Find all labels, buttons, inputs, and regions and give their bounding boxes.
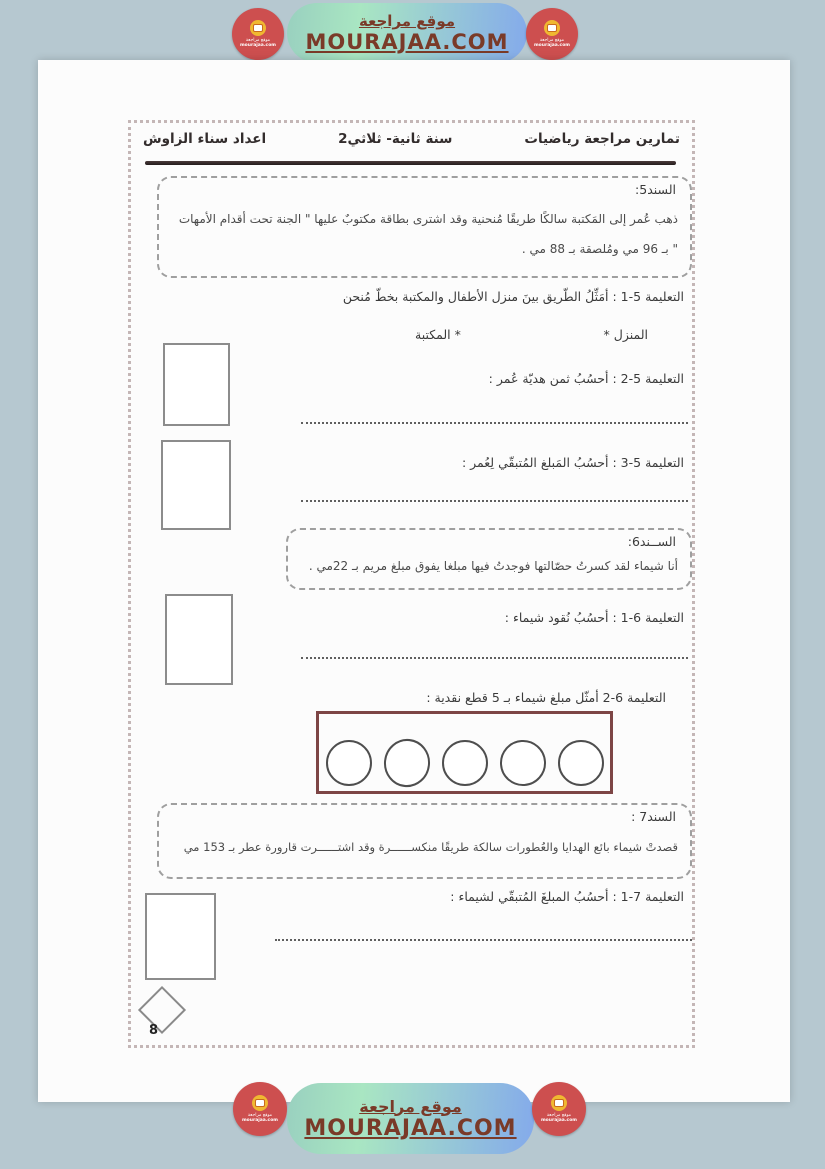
sanad5-body: ذهب عُمر إلى المَكتبة سالكًا طريقًا مُنحنية وقد اشترى بطاقة مكتوبٌ عليها " الجنة تحت أقدام الأمهات " بـ 96 مي ومُلصقة بـ 88 مي . <box>178 212 678 256</box>
instruction-6-2: التعليمة 6-2 أمثّل مبلغ شيماء بـ 5 قطع نقدية : <box>426 690 666 705</box>
book-icon <box>555 1100 563 1106</box>
worksheet-level: سنة ثانية- ثلاثي2 <box>338 131 453 147</box>
sanad5-title: السند5: <box>635 182 676 197</box>
badge-site-name: موقع مراجعة <box>546 1113 572 1118</box>
book-icon <box>256 1100 264 1106</box>
badge-site-name: موقع مراجعة <box>245 38 271 43</box>
sanad5-box <box>157 176 692 278</box>
mourajaa-badge-bottom-right <box>532 1082 586 1136</box>
badge-site-name: موقع مراجعة <box>247 1113 273 1118</box>
site-link-pill-top[interactable] <box>287 3 527 63</box>
instruction-5-2: التعليمة 5-2 : أحسُبُ ثمن هديّة عُمر : <box>488 371 684 386</box>
instruction-5-3: التعليمة 5-3 : أحسُبُ المَبلغ المُتبقّي لِعُمر : <box>461 455 684 470</box>
page-number: 8 <box>149 1023 159 1038</box>
coin-circle <box>558 740 604 786</box>
book-icon <box>548 25 556 31</box>
coin-circle <box>498 738 547 787</box>
sanad7-body: قصدتْ شيماء بائع الهدايا والعُطورات سالكة طريقًا منكســــــرة وقد اشتــــــرت قارورة عطر بـ 153 مي <box>183 840 678 854</box>
badge-site-name: موقع مراجعة <box>539 38 565 43</box>
point-library: * المكتبة <box>415 327 461 342</box>
coin-circle <box>442 740 488 786</box>
mourajaa-badge-top-right <box>526 8 578 60</box>
diamond-shape <box>138 986 186 1034</box>
answer-line-2 <box>301 500 688 502</box>
coins-box <box>316 711 613 794</box>
sanad6-box <box>286 528 692 590</box>
header-rule <box>145 161 676 165</box>
site-domain-link[interactable]: MOURAJAA.COM <box>305 30 509 54</box>
book-icon <box>254 25 262 31</box>
site-name-arabic: موقع مراجعة <box>358 12 456 30</box>
badge-site-domain: mourajaa.com <box>241 1118 278 1123</box>
coin-circle <box>381 737 432 790</box>
answer-box-1 <box>163 343 230 426</box>
mourajaa-logo-icon <box>551 1095 567 1111</box>
instruction-7-1: التعليمة 7-1 : أحسُبُ المبلغَ المُتبقّي لشيماء : <box>450 889 684 904</box>
mourajaa-badge-bottom-left <box>233 1082 287 1136</box>
worksheet-author: اعداد سناء الزاوش <box>143 131 267 147</box>
answer-box-4 <box>145 893 216 980</box>
site-link-pill-bottom[interactable] <box>287 1083 534 1154</box>
sanad6-body: أنا شيماء لقد كسرتُ حصّالتها فوجدتُ فيها مبلغا يفوق مبلغ مريم بـ 22مي . <box>308 559 678 573</box>
mourajaa-logo-icon <box>250 20 266 36</box>
badge-site-domain: mourajaa.com <box>239 43 276 48</box>
site-name-arabic: موقع مراجعة <box>359 1096 462 1116</box>
mourajaa-logo-icon <box>252 1095 268 1111</box>
worksheet-page <box>38 60 790 1102</box>
mourajaa-logo-icon <box>544 20 560 36</box>
badge-site-domain: mourajaa.com <box>533 43 570 48</box>
mourajaa-badge-top-left <box>232 8 284 60</box>
coin-circle <box>326 740 372 786</box>
answer-line-1 <box>301 422 688 424</box>
answer-line-4 <box>275 939 692 941</box>
sanad6-title: الســند6: <box>627 534 676 549</box>
point-home: المنزل * <box>603 327 648 342</box>
answer-line-3 <box>301 657 688 659</box>
sanad7-box <box>157 803 692 879</box>
badge-site-domain: mourajaa.com <box>540 1118 577 1123</box>
worksheet-dotted-border <box>128 120 695 1048</box>
sanad7-title: السند7 : <box>631 809 676 824</box>
instruction-5-1: التعليمة 5-1 : أمَثِّلُ الطّريق بينَ منزل الأطفال والمكتبة بخطّ مُنحن <box>342 289 684 304</box>
instruction-6-1: التعليمة 6-1 : أحسُبُ نُقود شيماء : <box>504 610 684 625</box>
worksheet-header <box>143 131 680 147</box>
answer-box-3 <box>165 594 233 685</box>
site-domain-link[interactable]: MOURAJAA.COM <box>304 1115 517 1141</box>
worksheet-title: تمارين مراجعة رياضيات <box>524 131 680 147</box>
answer-box-2 <box>161 440 231 530</box>
